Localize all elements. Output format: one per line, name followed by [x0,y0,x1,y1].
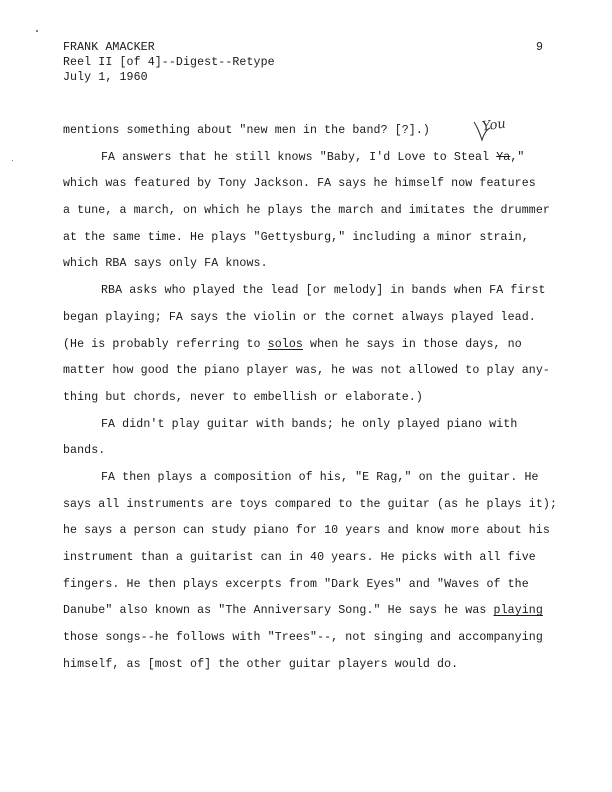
handwritten-annotation: You [481,116,507,135]
text-line: matter how good the piano player was, he was not allowed to play any- [63,364,550,378]
text-line: a tune, a march, on which he plays the march and imitates the drummer [63,204,550,218]
text-line: FA didn't play guitar with bands; he only played piano with [101,417,518,431]
text-line: says all instruments are toys compared to the guitar (as he plays it); [63,497,558,511]
text-line: began playing; FA says the violin or the cornet always played lead. [63,310,536,324]
text-line: he says a person can study piano for 10 years and know more about his [63,524,550,538]
text-line: (He is probably referring to solos when he says in those days, no [63,337,522,351]
text-line: FA then plays a composition of his, "E Rag," on the guitar. He [101,470,539,484]
text-line: thing but chords, never to embellish or elaborate.) [63,390,423,404]
underlined-word: playing [493,604,543,618]
text-line: bands. [63,444,106,458]
interview-date: July 1, 1960 [63,71,148,84]
reel-info: Reel II [of 4]--Digest--Retype [63,56,275,69]
text-line: fingers. He then plays excerpts from "Dark Eyes" and "Waves of the [63,577,529,591]
text-line: himself, as [most of] the other guitar players would do. [63,657,459,671]
page-number: 9 [536,41,544,54]
text-line: FA answers that he still knows "Baby, I'd Love to Steal Ya," [101,150,525,164]
text-line: at the same time. He plays "Gettysburg," including a minor strain, [63,230,529,244]
text-line: RBA asks who played the lead [or melody] in bands when FA first [101,284,546,298]
text-line: which was featured by Tony Jackson. FA says he himself now features [63,177,536,191]
scan-speck [36,30,38,32]
underlined-word: solos [267,337,303,351]
text-line: which RBA says only FA knows. [63,257,268,271]
interviewee-name: FRANK AMACKER [63,41,155,54]
text-line: those songs--he follows with "Trees"--, not singing and accompanying [63,631,543,645]
document-header [63,40,275,85]
scan-speck [12,160,13,161]
text-line: mentions something about "new men in the band? [?].) [63,124,430,137]
text-line: Danube" also known as "The Anniversary Song." He says he was playing [63,604,543,618]
text-line: instrument than a guitarist can in 40 years. He picks with all five [63,551,536,564]
document-body [63,118,583,678]
struck-word: Ya [496,150,511,164]
